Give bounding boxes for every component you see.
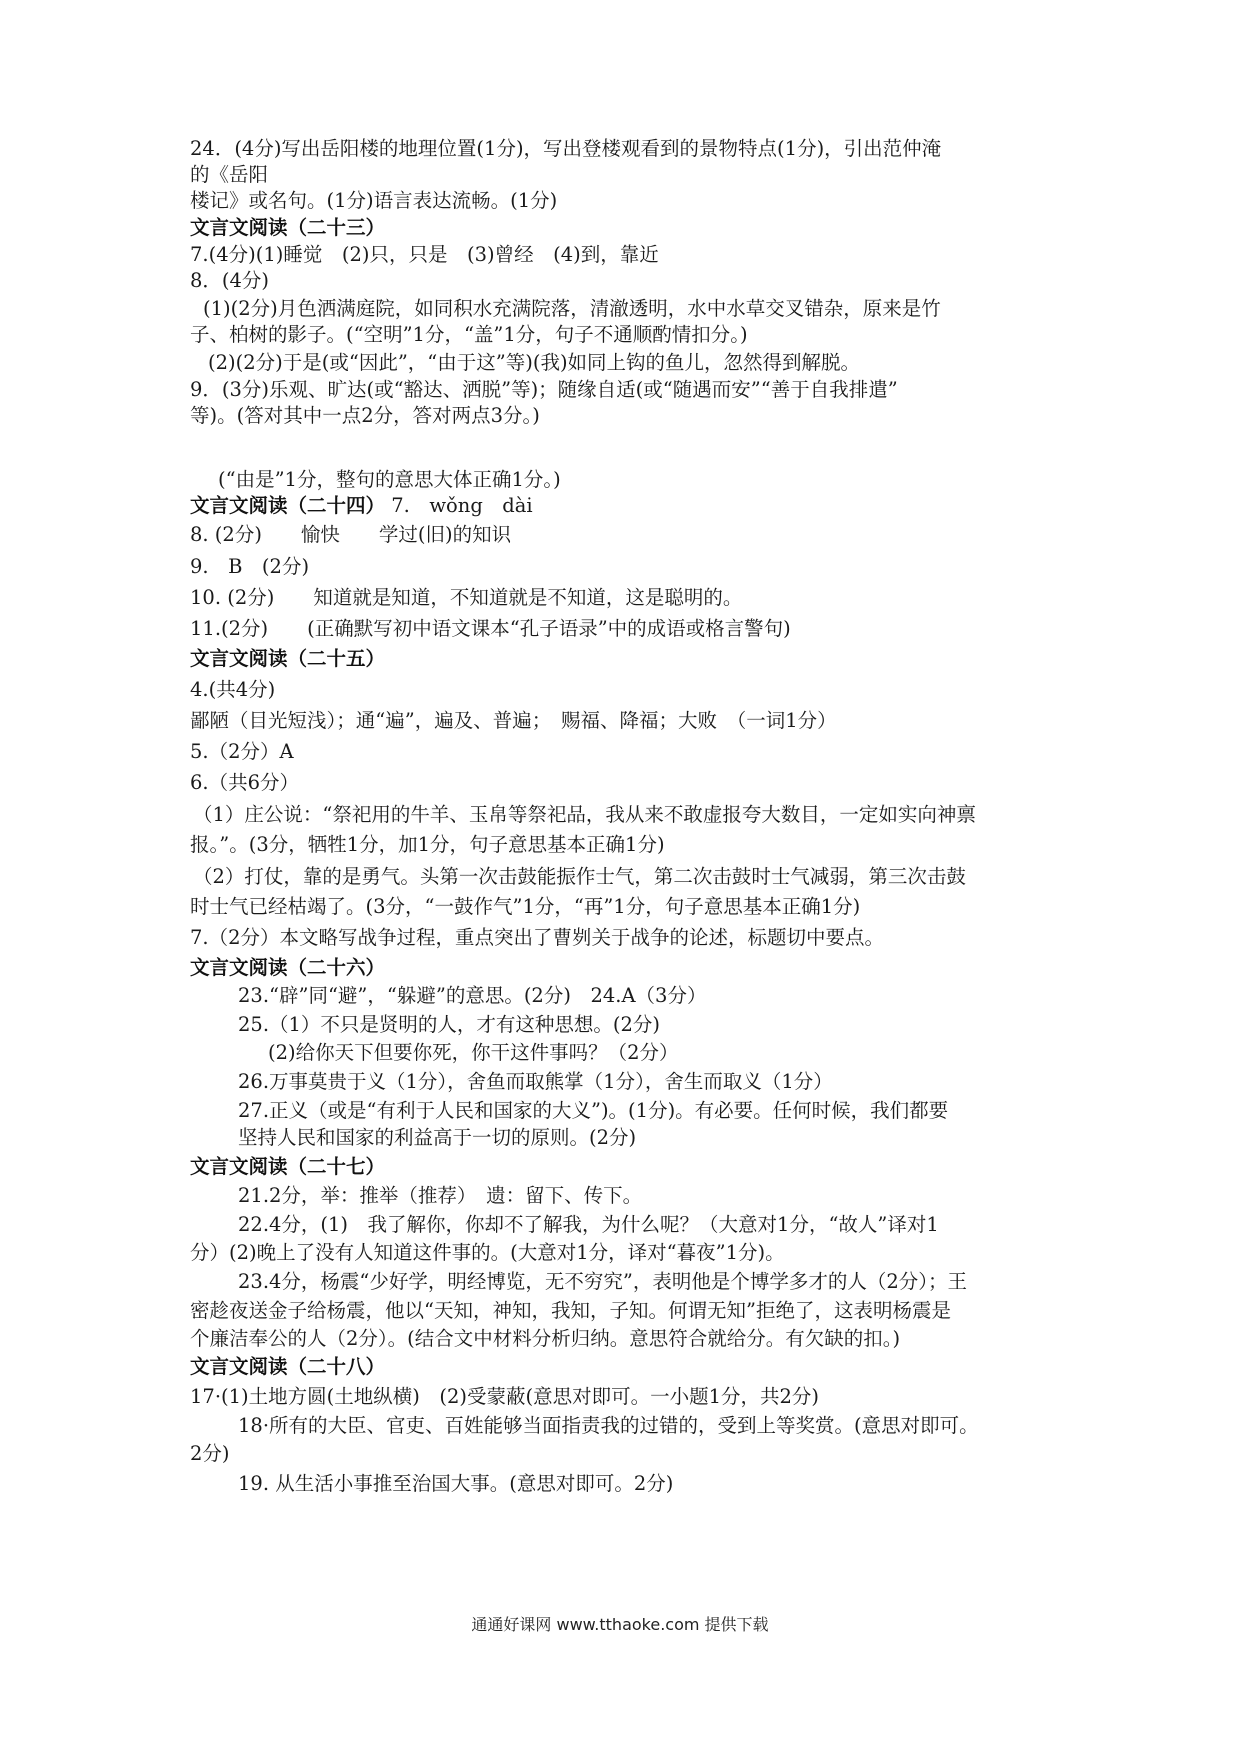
section-heading: 文言文阅读（二十四） <box>190 494 386 517</box>
text-line: (1)(2分)月色洒满庭院，如同积水充满院落，清澈透明，水中水草交叉错杂，原来是竹 <box>203 297 941 320</box>
text-line: 5.（2分）A <box>190 740 294 763</box>
text-line: 27.正义（或是“有利于人民和国家的大义”)。(1分)。有必要。任何时候，我们都要 <box>238 1099 949 1122</box>
section-heading: 文言文阅读（二十三） <box>190 216 386 239</box>
section-heading: 文言文阅读（二十六） <box>190 956 386 979</box>
text-line: 个廉洁奉公的人（2分）。(结合文中材料分析归纳。意思符合就给分。有欠缺的扣。) <box>190 1327 901 1350</box>
text-line: （2）打仗，靠的是勇气。头第一次击鼓能振作士气，第二次击鼓时士气减弱，第三次击鼓 <box>193 865 966 888</box>
section-heading: 文言文阅读（二十五） <box>190 647 386 670</box>
text-line: 密趁夜送金子给杨震，他以“天知，神知，我知，子知。何谓无知”拒绝了，这表明杨震是 <box>190 1299 951 1322</box>
section-heading: 文言文阅读（二十八） <box>190 1355 386 1378</box>
text-line: 9. B (2分) <box>190 555 310 578</box>
text-line: 9．(3分)乐观、旷达(或“豁达、洒脱”等)；随缘自适(或“随遇而安”“善于自我排遣” <box>190 378 898 401</box>
text-line: 8. (2分) 愉快 学过(旧)的知识 <box>190 523 512 546</box>
text-line: 22.4分，(1) 我了解你，你却不了解我，为什么呢？（大意对1分，“故人”译对1 <box>238 1213 939 1236</box>
text-line: 分）(2)晚上了没有人知道这件事的。(大意对1分，译对“暮夜”1分)。 <box>190 1241 785 1264</box>
text-line: 7.（2分）本文略写战争过程，重点突出了曹刿关于战争的论述，标题切中要点。 <box>190 926 885 949</box>
text-line: 23.4分，杨震“少好学，明经博览，无不穷究”，表明他是个博学多才的人（2分）；王 <box>238 1270 968 1293</box>
text-line: 26.万事莫贵于义（1分），舍鱼而取熊掌（1分），舍生而取义（1分） <box>238 1070 833 1093</box>
text-line: 鄙陋（目光短浅）；通“遍”，遍及、普遍； 赐福、降福；大败 （一词1分） <box>190 709 837 732</box>
text-line: (“由是”1分，整句的意思大体正确1分。) <box>218 468 561 491</box>
text-line: 8．(4分) <box>190 269 270 292</box>
text-line: 19. 从生活小事推至治国大事。(意思对即可。2分) <box>238 1472 674 1495</box>
text-line: 25.（1）不只是贤明的人，才有这种思想。(2分) <box>238 1013 661 1036</box>
text-line: 6.（共6分） <box>190 771 300 794</box>
text-line: 2分) <box>190 1442 230 1465</box>
text-line: 17·(1)土地方圆(土地纵横) (2)受蒙蔽(意思对即可。一小题1分，共2分) <box>190 1385 819 1408</box>
text-line: 21.2分，举：推举（推荐） 遗：留下、传下。 <box>238 1184 643 1207</box>
text-line: 7.(4分)(1)睡觉 (2)只，只是 (3)曾经 (4)到，靠近 <box>190 243 659 266</box>
text-line: 23.“辟”同“避”，“躲避”的意思。(2分) 24.A（3分） <box>238 984 707 1007</box>
text-line: 的《岳阳 <box>190 163 269 186</box>
text-line: 4.(共4分) <box>190 678 276 701</box>
text-line: 子、柏树的影子。(“空明”1分，“盖”1分，句子不通顺酌情扣分。) <box>190 323 748 346</box>
text-line: 坚持人民和国家的利益高于一切的原则。(2分) <box>238 1126 637 1149</box>
text-line: （1）庄公说：“祭祀用的牛羊、玉帛等祭祀品，我从来不敢虚报夸大数目，一定如实向神禀 <box>193 803 976 826</box>
text-line: 楼记》或名句。(1分)语言表达流畅。(1分) <box>190 189 558 212</box>
text-line: 11.(2分) (正确默写初中语文课本“孔子语录”中的成语或格言警句) <box>190 617 791 640</box>
text-line: 24．(4分)写出岳阳楼的地理位置(1分)，写出登楼观看到的景物特点(1分)，引出范仲淹 <box>190 137 942 160</box>
heading-row <box>190 493 1070 519</box>
page-footer: 通通好课网 www.tthaoke.com 提供下载 <box>471 1615 769 1634</box>
text-line: 10. (2分) 知道就是知道，不知道就是不知道，这是聪明的。 <box>190 586 743 609</box>
text-line: 等)。(答对其中一点2分，答对两点3分。) <box>190 404 540 427</box>
section-heading: 文言文阅读（二十七） <box>190 1155 386 1178</box>
text-line: (2)给你天下但要你死，你干这件事吗？（2分） <box>268 1041 679 1064</box>
text-line: 18·所有的大臣、官吏、百姓能够当面指责我的过错的，受到上等奖赏。(意思对即可。 <box>238 1414 979 1437</box>
text-line: 报。”。(3分，牺牲1分，加1分，句子意思基本正确1分) <box>190 833 665 856</box>
text-line: 时士气已经枯竭了。(3分，“一鼓作气”1分，“再”1分，句子意思基本正确1分) <box>190 895 861 918</box>
text-line: 7. wǒng dài <box>391 494 533 517</box>
text-line: (2)(2分)于是(或“因此”，“由于这”等)(我)如同上钩的鱼儿，忽然得到解脱。 <box>208 351 861 374</box>
